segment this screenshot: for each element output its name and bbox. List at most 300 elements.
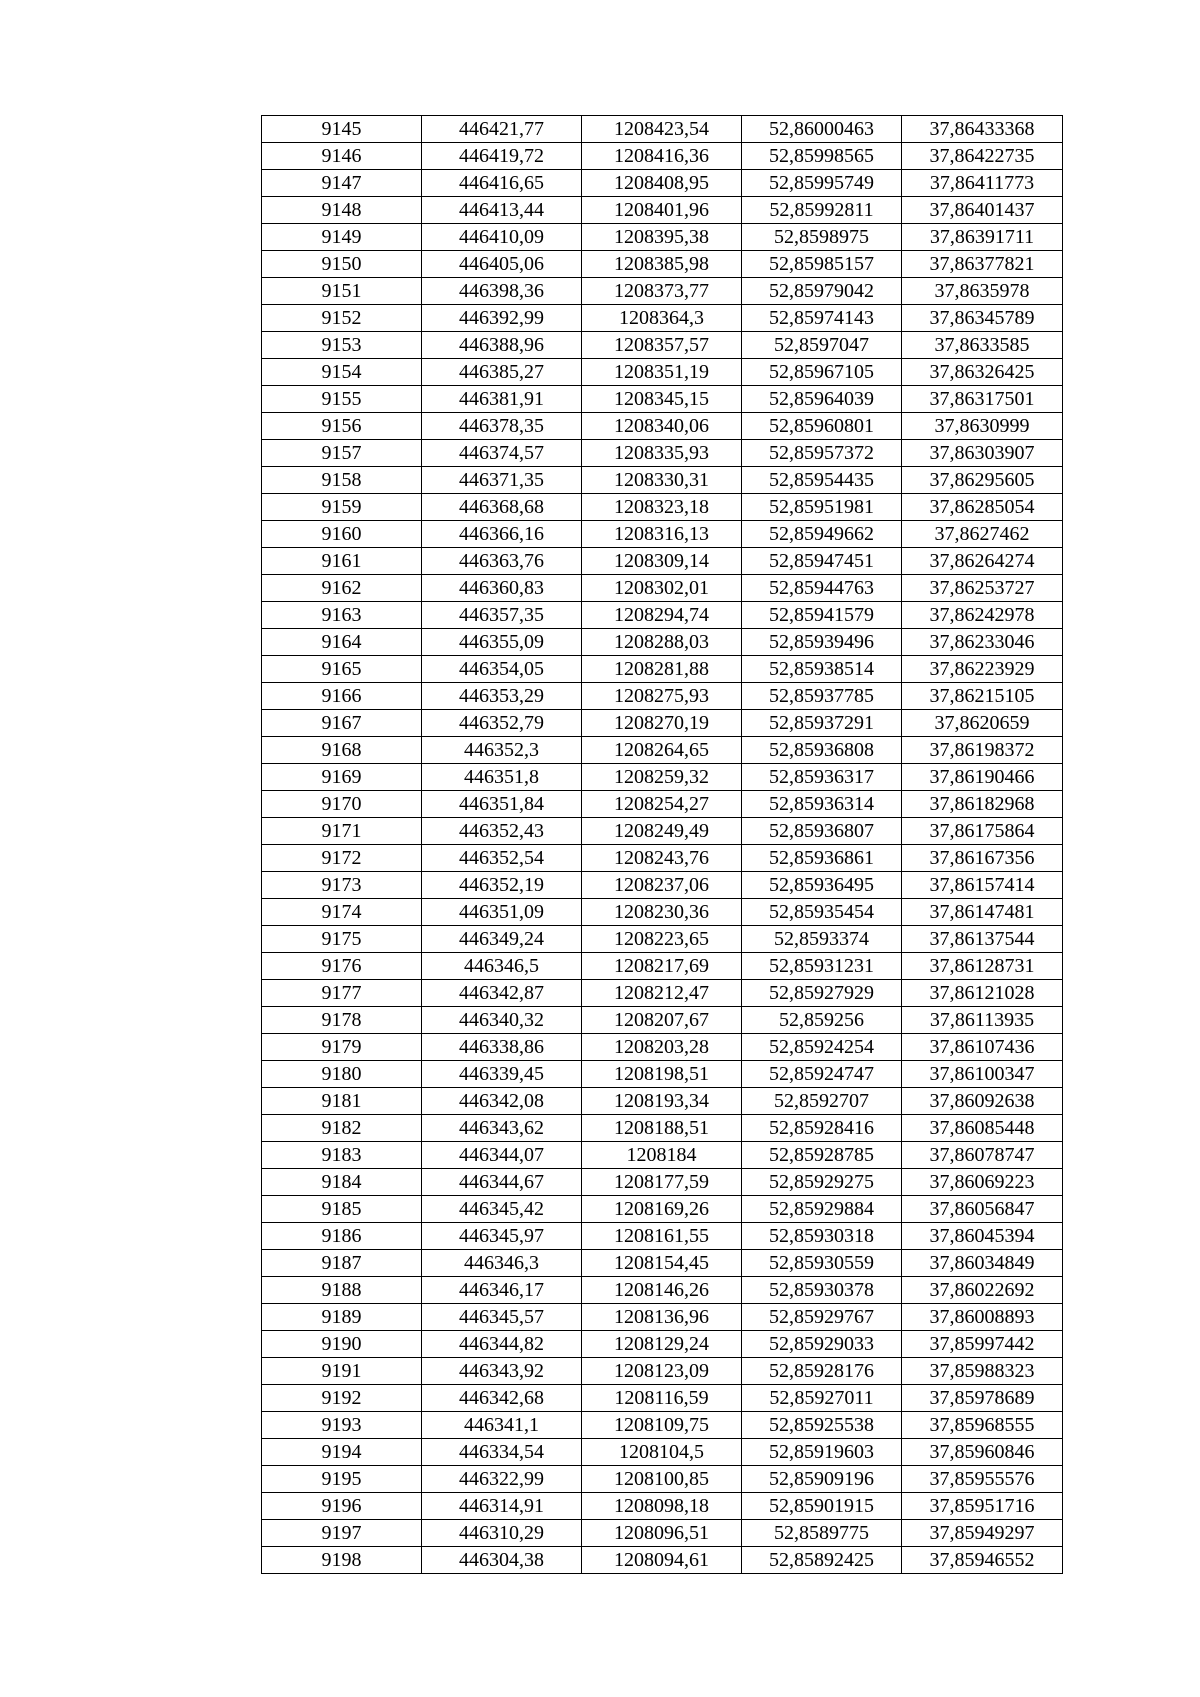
point-number-cell: 9156 — [262, 413, 422, 440]
table-row — [262, 629, 1063, 656]
point-number-cell: 9198 — [262, 1547, 422, 1574]
latitude-cell: 52,86000463 — [742, 116, 902, 143]
point-number-cell: 9185 — [262, 1196, 422, 1223]
longitude-cell: 37,86422735 — [902, 143, 1063, 170]
y-coordinate-cell: 1208154,45 — [582, 1250, 742, 1277]
table-row — [262, 1358, 1063, 1385]
y-coordinate-cell: 1208316,13 — [582, 521, 742, 548]
latitude-cell: 52,85925538 — [742, 1412, 902, 1439]
latitude-cell: 52,85928416 — [742, 1115, 902, 1142]
x-coordinate-cell: 446310,29 — [422, 1520, 582, 1547]
latitude-cell: 52,85928176 — [742, 1358, 902, 1385]
y-coordinate-cell: 1208330,31 — [582, 467, 742, 494]
point-number-cell: 9162 — [262, 575, 422, 602]
y-coordinate-cell: 1208104,5 — [582, 1439, 742, 1466]
y-coordinate-cell: 1208237,06 — [582, 872, 742, 899]
table-row — [262, 305, 1063, 332]
table-row — [262, 1331, 1063, 1358]
y-coordinate-cell: 1208146,26 — [582, 1277, 742, 1304]
table-row — [262, 575, 1063, 602]
latitude-cell: 52,85949662 — [742, 521, 902, 548]
longitude-cell: 37,86326425 — [902, 359, 1063, 386]
latitude-cell: 52,85928785 — [742, 1142, 902, 1169]
y-coordinate-cell: 1208294,74 — [582, 602, 742, 629]
y-coordinate-cell: 1208193,34 — [582, 1088, 742, 1115]
longitude-cell: 37,86285054 — [902, 494, 1063, 521]
x-coordinate-cell: 446342,87 — [422, 980, 582, 1007]
latitude-cell: 52,85930318 — [742, 1223, 902, 1250]
x-coordinate-cell: 446419,72 — [422, 143, 582, 170]
longitude-cell: 37,86121028 — [902, 980, 1063, 1007]
y-coordinate-cell: 1208270,19 — [582, 710, 742, 737]
table-row — [262, 953, 1063, 980]
latitude-cell: 52,85936317 — [742, 764, 902, 791]
longitude-cell: 37,85978689 — [902, 1385, 1063, 1412]
x-coordinate-cell: 446353,29 — [422, 683, 582, 710]
longitude-cell: 37,86113935 — [902, 1007, 1063, 1034]
y-coordinate-cell: 1208264,65 — [582, 737, 742, 764]
y-coordinate-cell: 1208275,93 — [582, 683, 742, 710]
table-row — [262, 1520, 1063, 1547]
x-coordinate-cell: 446378,35 — [422, 413, 582, 440]
longitude-cell: 37,86034849 — [902, 1250, 1063, 1277]
x-coordinate-cell: 446381,91 — [422, 386, 582, 413]
x-coordinate-cell: 446352,79 — [422, 710, 582, 737]
latitude-cell: 52,85935454 — [742, 899, 902, 926]
longitude-cell: 37,86317501 — [902, 386, 1063, 413]
latitude-cell: 52,85919603 — [742, 1439, 902, 1466]
y-coordinate-cell: 1208169,26 — [582, 1196, 742, 1223]
longitude-cell: 37,86391711 — [902, 224, 1063, 251]
latitude-cell: 52,85929275 — [742, 1169, 902, 1196]
latitude-cell: 52,85927011 — [742, 1385, 902, 1412]
longitude-cell: 37,86137544 — [902, 926, 1063, 953]
latitude-cell: 52,85936807 — [742, 818, 902, 845]
y-coordinate-cell: 1208364,3 — [582, 305, 742, 332]
point-number-cell: 9166 — [262, 683, 422, 710]
longitude-cell: 37,86401437 — [902, 197, 1063, 224]
x-coordinate-cell: 446392,99 — [422, 305, 582, 332]
table-row — [262, 980, 1063, 1007]
longitude-cell: 37,86175864 — [902, 818, 1063, 845]
point-number-cell: 9153 — [262, 332, 422, 359]
longitude-cell: 37,86377821 — [902, 251, 1063, 278]
point-number-cell: 9161 — [262, 548, 422, 575]
x-coordinate-cell: 446322,99 — [422, 1466, 582, 1493]
latitude-cell: 52,85930378 — [742, 1277, 902, 1304]
point-number-cell: 9183 — [262, 1142, 422, 1169]
longitude-cell: 37,86167356 — [902, 845, 1063, 872]
latitude-cell: 52,85954435 — [742, 467, 902, 494]
y-coordinate-cell: 1208357,57 — [582, 332, 742, 359]
latitude-cell: 52,85995749 — [742, 170, 902, 197]
latitude-cell: 52,85930559 — [742, 1250, 902, 1277]
y-coordinate-cell: 1208254,27 — [582, 791, 742, 818]
y-coordinate-cell: 1208340,06 — [582, 413, 742, 440]
point-number-cell: 9181 — [262, 1088, 422, 1115]
point-number-cell: 9188 — [262, 1277, 422, 1304]
y-coordinate-cell: 1208345,15 — [582, 386, 742, 413]
table-row — [262, 737, 1063, 764]
point-number-cell: 9168 — [262, 737, 422, 764]
table-row — [262, 278, 1063, 305]
latitude-cell: 52,85936314 — [742, 791, 902, 818]
x-coordinate-cell: 446371,35 — [422, 467, 582, 494]
longitude-cell: 37,85997442 — [902, 1331, 1063, 1358]
table-row — [262, 872, 1063, 899]
table-row — [262, 1142, 1063, 1169]
latitude-cell: 52,85931231 — [742, 953, 902, 980]
y-coordinate-cell: 1208116,59 — [582, 1385, 742, 1412]
table-row — [262, 764, 1063, 791]
x-coordinate-cell: 446346,17 — [422, 1277, 582, 1304]
latitude-cell: 52,85947451 — [742, 548, 902, 575]
x-coordinate-cell: 446351,84 — [422, 791, 582, 818]
table-row — [262, 170, 1063, 197]
point-number-cell: 9179 — [262, 1034, 422, 1061]
latitude-cell: 52,85936808 — [742, 737, 902, 764]
table-row — [262, 1493, 1063, 1520]
point-number-cell: 9184 — [262, 1169, 422, 1196]
y-coordinate-cell: 1208395,38 — [582, 224, 742, 251]
x-coordinate-cell: 446352,43 — [422, 818, 582, 845]
x-coordinate-cell: 446344,82 — [422, 1331, 582, 1358]
y-coordinate-cell: 1208184 — [582, 1142, 742, 1169]
point-number-cell: 9163 — [262, 602, 422, 629]
table-row — [262, 413, 1063, 440]
y-coordinate-cell: 1208408,95 — [582, 170, 742, 197]
x-coordinate-cell: 446416,65 — [422, 170, 582, 197]
longitude-cell: 37,86157414 — [902, 872, 1063, 899]
table-row — [262, 1196, 1063, 1223]
x-coordinate-cell: 446342,68 — [422, 1385, 582, 1412]
longitude-cell: 37,85949297 — [902, 1520, 1063, 1547]
point-number-cell: 9193 — [262, 1412, 422, 1439]
latitude-cell: 52,85992811 — [742, 197, 902, 224]
point-number-cell: 9171 — [262, 818, 422, 845]
table-row — [262, 710, 1063, 737]
table-row — [262, 899, 1063, 926]
x-coordinate-cell: 446304,38 — [422, 1547, 582, 1574]
table-row — [262, 818, 1063, 845]
y-coordinate-cell: 1208094,61 — [582, 1547, 742, 1574]
table-row — [262, 1412, 1063, 1439]
table-row — [262, 791, 1063, 818]
y-coordinate-cell: 1208096,51 — [582, 1520, 742, 1547]
x-coordinate-cell: 446344,67 — [422, 1169, 582, 1196]
latitude-cell: 52,85967105 — [742, 359, 902, 386]
x-coordinate-cell: 446341,1 — [422, 1412, 582, 1439]
longitude-cell: 37,86411773 — [902, 170, 1063, 197]
x-coordinate-cell: 446343,62 — [422, 1115, 582, 1142]
longitude-cell: 37,86069223 — [902, 1169, 1063, 1196]
table-row — [262, 467, 1063, 494]
x-coordinate-cell: 446349,24 — [422, 926, 582, 953]
x-coordinate-cell: 446421,77 — [422, 116, 582, 143]
x-coordinate-cell: 446388,96 — [422, 332, 582, 359]
x-coordinate-cell: 446352,3 — [422, 737, 582, 764]
x-coordinate-cell: 446344,07 — [422, 1142, 582, 1169]
longitude-cell: 37,85946552 — [902, 1547, 1063, 1574]
latitude-cell: 52,8592707 — [742, 1088, 902, 1115]
point-number-cell: 9191 — [262, 1358, 422, 1385]
table-row — [262, 197, 1063, 224]
longitude-cell: 37,86433368 — [902, 116, 1063, 143]
table-row — [262, 521, 1063, 548]
x-coordinate-cell: 446354,05 — [422, 656, 582, 683]
y-coordinate-cell: 1208230,36 — [582, 899, 742, 926]
latitude-cell: 52,85944763 — [742, 575, 902, 602]
table-row — [262, 602, 1063, 629]
table-row — [262, 1088, 1063, 1115]
point-number-cell: 9149 — [262, 224, 422, 251]
point-number-cell: 9172 — [262, 845, 422, 872]
latitude-cell: 52,85924254 — [742, 1034, 902, 1061]
longitude-cell: 37,8635978 — [902, 278, 1063, 305]
x-coordinate-cell: 446352,19 — [422, 872, 582, 899]
point-number-cell: 9180 — [262, 1061, 422, 1088]
y-coordinate-cell: 1208373,77 — [582, 278, 742, 305]
point-number-cell: 9155 — [262, 386, 422, 413]
latitude-cell: 52,85974143 — [742, 305, 902, 332]
x-coordinate-cell: 446363,76 — [422, 548, 582, 575]
y-coordinate-cell: 1208351,19 — [582, 359, 742, 386]
point-number-cell: 9174 — [262, 899, 422, 926]
table-row — [262, 1547, 1063, 1574]
table-row — [262, 926, 1063, 953]
y-coordinate-cell: 1208207,67 — [582, 1007, 742, 1034]
x-coordinate-cell: 446340,32 — [422, 1007, 582, 1034]
longitude-cell: 37,8627462 — [902, 521, 1063, 548]
longitude-cell: 37,86128731 — [902, 953, 1063, 980]
table-row — [262, 1277, 1063, 1304]
table-row — [262, 494, 1063, 521]
x-coordinate-cell: 446345,57 — [422, 1304, 582, 1331]
latitude-cell: 52,85937785 — [742, 683, 902, 710]
table-row — [262, 1466, 1063, 1493]
latitude-cell: 52,85964039 — [742, 386, 902, 413]
table-row — [262, 656, 1063, 683]
table-row — [262, 1034, 1063, 1061]
x-coordinate-cell: 446355,09 — [422, 629, 582, 656]
y-coordinate-cell: 1208288,03 — [582, 629, 742, 656]
x-coordinate-cell: 446334,54 — [422, 1439, 582, 1466]
latitude-cell: 52,85937291 — [742, 710, 902, 737]
table-row — [262, 683, 1063, 710]
point-number-cell: 9150 — [262, 251, 422, 278]
point-number-cell: 9165 — [262, 656, 422, 683]
x-coordinate-cell: 446366,16 — [422, 521, 582, 548]
point-number-cell: 9146 — [262, 143, 422, 170]
latitude-cell: 52,85979042 — [742, 278, 902, 305]
x-coordinate-cell: 446351,09 — [422, 899, 582, 926]
point-number-cell: 9151 — [262, 278, 422, 305]
x-coordinate-cell: 446343,92 — [422, 1358, 582, 1385]
longitude-cell: 37,86100347 — [902, 1061, 1063, 1088]
latitude-cell: 52,85960801 — [742, 413, 902, 440]
y-coordinate-cell: 1208243,76 — [582, 845, 742, 872]
x-coordinate-cell: 446360,83 — [422, 575, 582, 602]
latitude-cell: 52,85936861 — [742, 845, 902, 872]
point-number-cell: 9164 — [262, 629, 422, 656]
longitude-cell: 37,86242978 — [902, 602, 1063, 629]
table-row — [262, 359, 1063, 386]
y-coordinate-cell: 1208136,96 — [582, 1304, 742, 1331]
longitude-cell: 37,8630999 — [902, 413, 1063, 440]
point-number-cell: 9196 — [262, 1493, 422, 1520]
y-coordinate-cell: 1208198,51 — [582, 1061, 742, 1088]
latitude-cell: 52,85951981 — [742, 494, 902, 521]
table-row — [262, 251, 1063, 278]
table-row — [262, 440, 1063, 467]
point-number-cell: 9192 — [262, 1385, 422, 1412]
longitude-cell: 37,86233046 — [902, 629, 1063, 656]
table-row — [262, 1007, 1063, 1034]
table-row — [262, 332, 1063, 359]
y-coordinate-cell: 1208302,01 — [582, 575, 742, 602]
longitude-cell: 37,86198372 — [902, 737, 1063, 764]
latitude-cell: 52,85936495 — [742, 872, 902, 899]
x-coordinate-cell: 446368,68 — [422, 494, 582, 521]
y-coordinate-cell: 1208217,69 — [582, 953, 742, 980]
x-coordinate-cell: 446405,06 — [422, 251, 582, 278]
table-row — [262, 116, 1063, 143]
longitude-cell: 37,86056847 — [902, 1196, 1063, 1223]
coordinates-table — [261, 115, 1063, 1574]
longitude-cell: 37,86078747 — [902, 1142, 1063, 1169]
latitude-cell: 52,8589775 — [742, 1520, 902, 1547]
latitude-cell: 52,8598975 — [742, 224, 902, 251]
point-number-cell: 9160 — [262, 521, 422, 548]
y-coordinate-cell: 1208129,24 — [582, 1331, 742, 1358]
x-coordinate-cell: 446410,09 — [422, 224, 582, 251]
point-number-cell: 9169 — [262, 764, 422, 791]
point-number-cell: 9159 — [262, 494, 422, 521]
x-coordinate-cell: 446342,08 — [422, 1088, 582, 1115]
y-coordinate-cell: 1208188,51 — [582, 1115, 742, 1142]
x-coordinate-cell: 446345,42 — [422, 1196, 582, 1223]
latitude-cell: 52,85938514 — [742, 656, 902, 683]
point-number-cell: 9195 — [262, 1466, 422, 1493]
latitude-cell: 52,85998565 — [742, 143, 902, 170]
point-number-cell: 9158 — [262, 467, 422, 494]
longitude-cell: 37,85968555 — [902, 1412, 1063, 1439]
table-row — [262, 1250, 1063, 1277]
longitude-cell: 37,86147481 — [902, 899, 1063, 926]
longitude-cell: 37,86182968 — [902, 791, 1063, 818]
x-coordinate-cell: 446351,8 — [422, 764, 582, 791]
point-number-cell: 9154 — [262, 359, 422, 386]
x-coordinate-cell: 446385,27 — [422, 359, 582, 386]
point-number-cell: 9182 — [262, 1115, 422, 1142]
table-row — [262, 1304, 1063, 1331]
table-row — [262, 1385, 1063, 1412]
x-coordinate-cell: 446374,57 — [422, 440, 582, 467]
y-coordinate-cell: 1208223,65 — [582, 926, 742, 953]
table-row — [262, 1439, 1063, 1466]
y-coordinate-cell: 1208309,14 — [582, 548, 742, 575]
point-number-cell: 9177 — [262, 980, 422, 1007]
table-row — [262, 845, 1063, 872]
y-coordinate-cell: 1208401,96 — [582, 197, 742, 224]
point-number-cell: 9190 — [262, 1331, 422, 1358]
longitude-cell: 37,85951716 — [902, 1493, 1063, 1520]
latitude-cell: 52,85929767 — [742, 1304, 902, 1331]
longitude-cell: 37,86253727 — [902, 575, 1063, 602]
x-coordinate-cell: 446398,36 — [422, 278, 582, 305]
point-number-cell: 9175 — [262, 926, 422, 953]
longitude-cell: 37,86303907 — [902, 440, 1063, 467]
latitude-cell: 52,85892425 — [742, 1547, 902, 1574]
y-coordinate-cell: 1208098,18 — [582, 1493, 742, 1520]
x-coordinate-cell: 446352,54 — [422, 845, 582, 872]
latitude-cell: 52,85929033 — [742, 1331, 902, 1358]
longitude-cell: 37,86345789 — [902, 305, 1063, 332]
point-number-cell: 9145 — [262, 116, 422, 143]
x-coordinate-cell: 446345,97 — [422, 1223, 582, 1250]
point-number-cell: 9176 — [262, 953, 422, 980]
y-coordinate-cell: 1208323,18 — [582, 494, 742, 521]
y-coordinate-cell: 1208281,88 — [582, 656, 742, 683]
y-coordinate-cell: 1208259,32 — [582, 764, 742, 791]
point-number-cell: 9167 — [262, 710, 422, 737]
x-coordinate-cell: 446413,44 — [422, 197, 582, 224]
x-coordinate-cell: 446346,3 — [422, 1250, 582, 1277]
latitude-cell: 52,8597047 — [742, 332, 902, 359]
table-row — [262, 1115, 1063, 1142]
y-coordinate-cell: 1208416,36 — [582, 143, 742, 170]
table-row — [262, 386, 1063, 413]
y-coordinate-cell: 1208123,09 — [582, 1358, 742, 1385]
point-number-cell: 9189 — [262, 1304, 422, 1331]
latitude-cell: 52,85941579 — [742, 602, 902, 629]
table-row — [262, 143, 1063, 170]
point-number-cell: 9152 — [262, 305, 422, 332]
latitude-cell: 52,85985157 — [742, 251, 902, 278]
y-coordinate-cell: 1208177,59 — [582, 1169, 742, 1196]
longitude-cell: 37,85955576 — [902, 1466, 1063, 1493]
table-row — [262, 548, 1063, 575]
table-row — [262, 1169, 1063, 1196]
y-coordinate-cell: 1208109,75 — [582, 1412, 742, 1439]
longitude-cell: 37,86092638 — [902, 1088, 1063, 1115]
longitude-cell: 37,86223929 — [902, 656, 1063, 683]
point-number-cell: 9173 — [262, 872, 422, 899]
longitude-cell: 37,86045394 — [902, 1223, 1063, 1250]
y-coordinate-cell: 1208203,28 — [582, 1034, 742, 1061]
point-number-cell: 9178 — [262, 1007, 422, 1034]
point-number-cell: 9147 — [262, 170, 422, 197]
table-row — [262, 1223, 1063, 1250]
longitude-cell: 37,86022692 — [902, 1277, 1063, 1304]
latitude-cell: 52,85901915 — [742, 1493, 902, 1520]
y-coordinate-cell: 1208212,47 — [582, 980, 742, 1007]
latitude-cell: 52,85929884 — [742, 1196, 902, 1223]
point-number-cell: 9197 — [262, 1520, 422, 1547]
coordinates-table-body — [262, 116, 1063, 1574]
latitude-cell: 52,85927929 — [742, 980, 902, 1007]
longitude-cell: 37,86008893 — [902, 1304, 1063, 1331]
longitude-cell: 37,85988323 — [902, 1358, 1063, 1385]
y-coordinate-cell: 1208161,55 — [582, 1223, 742, 1250]
latitude-cell: 52,85939496 — [742, 629, 902, 656]
x-coordinate-cell: 446314,91 — [422, 1493, 582, 1520]
longitude-cell: 37,86085448 — [902, 1115, 1063, 1142]
longitude-cell: 37,8620659 — [902, 710, 1063, 737]
point-number-cell: 9186 — [262, 1223, 422, 1250]
longitude-cell: 37,86190466 — [902, 764, 1063, 791]
latitude-cell: 52,85909196 — [742, 1466, 902, 1493]
